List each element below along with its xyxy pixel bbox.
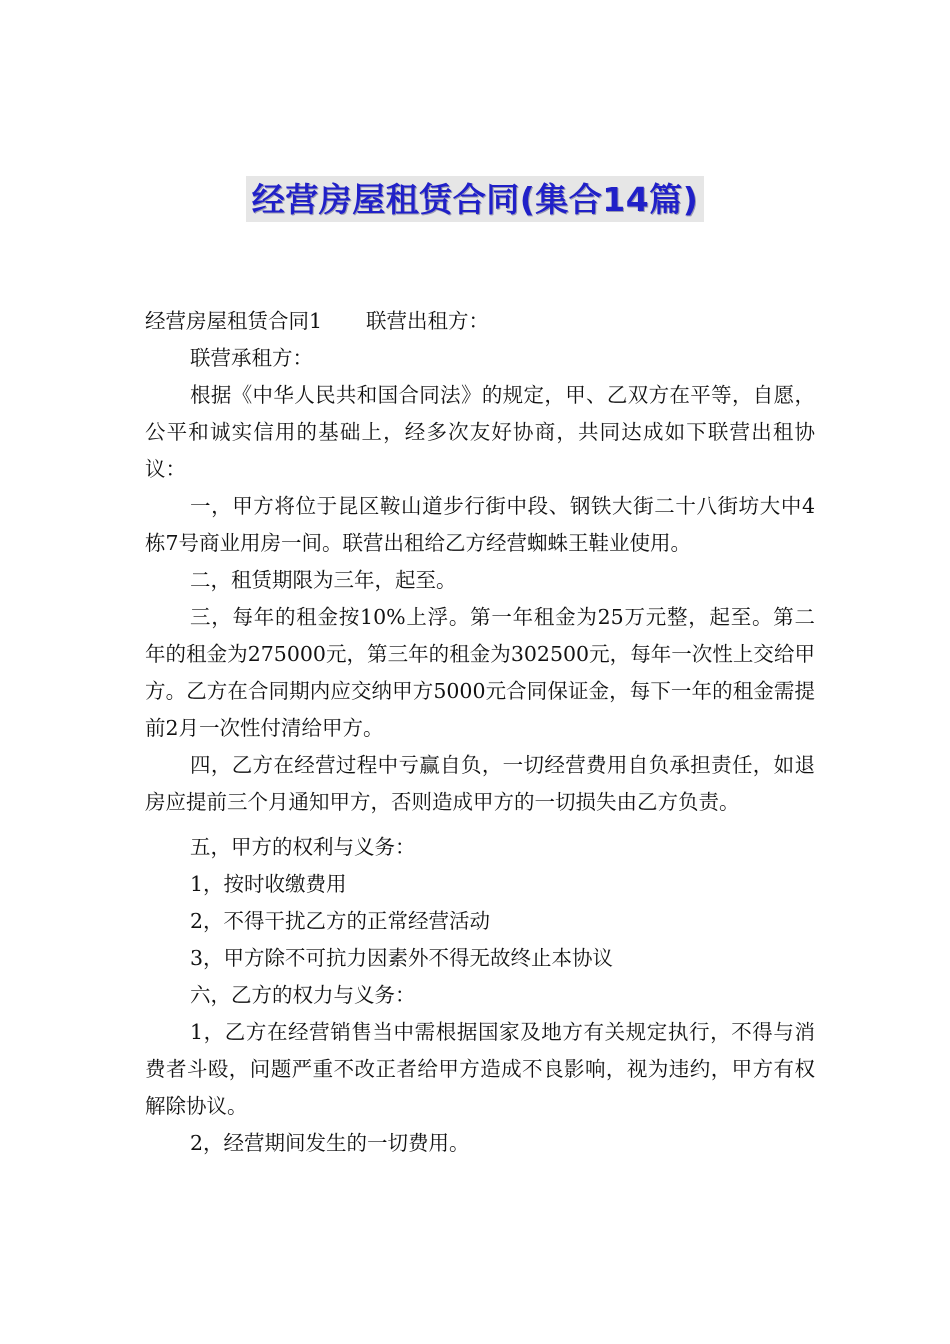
contract-heading: 经营房屋租赁合同1 xyxy=(145,309,323,333)
contract-heading-line xyxy=(145,303,815,340)
document-body xyxy=(145,303,815,1162)
clause-5-item-1: 1，按时收缴费用 xyxy=(190,872,347,896)
clause-6-item-2: 2，经营期间发生的一切费用。 xyxy=(190,1131,470,1155)
clause-3: 三，每年的租金按10%上浮。第一年租金为25万元整，起至。第二年的租金为275000元，第三年的租金为302500元，每年一次性上交给甲方。乙方在合同期内应交纳甲方5000元合同保证金，每下一年的租金需提前2月一次性付清给甲方。 xyxy=(145,605,815,740)
clause-2: 二，租赁期限为三年，起至。 xyxy=(190,568,457,592)
lessor-label: 联营出租方： xyxy=(366,309,490,333)
clause-6-item-1: 1，乙方在经营销售当中需根据国家及地方有关规定执行，不得与消费者斗殴，问题严重不改正者给甲方造成不良影响，视为违约，甲方有权解除协议。 xyxy=(145,1020,815,1118)
clause-4: 四，乙方在经营过程中亏赢自负，一切经营费用自负承担责任，如退房应提前三个月通知甲方，否则造成甲方的一切损失由乙方负责。 xyxy=(145,753,815,814)
paragraph-spacer xyxy=(145,821,815,829)
clause-5-heading: 五，甲方的权利与义务： xyxy=(190,835,416,859)
clause-6-heading: 六，乙方的权力与义务： xyxy=(190,983,416,1007)
lessee-label: 联营承租方： xyxy=(190,346,313,370)
document-title: 经营房屋租赁合同(集合14篇) xyxy=(246,176,705,222)
preamble-paragraph: 根据《中华人民共和国合同法》的规定，甲、乙双方在平等，自愿，公平和诚实信用的基础上，经多次友好协商，共同达成如下联营出租协议： xyxy=(145,383,815,481)
title-container xyxy=(0,176,950,222)
clause-5-item-2: 2，不得干扰乙方的正常经营活动 xyxy=(190,909,491,933)
clause-5-item-3: 3，甲方除不可抗力因素外不得无故终止本协议 xyxy=(190,946,614,970)
clause-1: 一，甲方将位于昆区鞍山道步行街中段、钢铁大街二十八街坊大中4栋7号商业用房一间。联营出租给乙方经营蜘蛛王鞋业使用。 xyxy=(145,494,815,555)
